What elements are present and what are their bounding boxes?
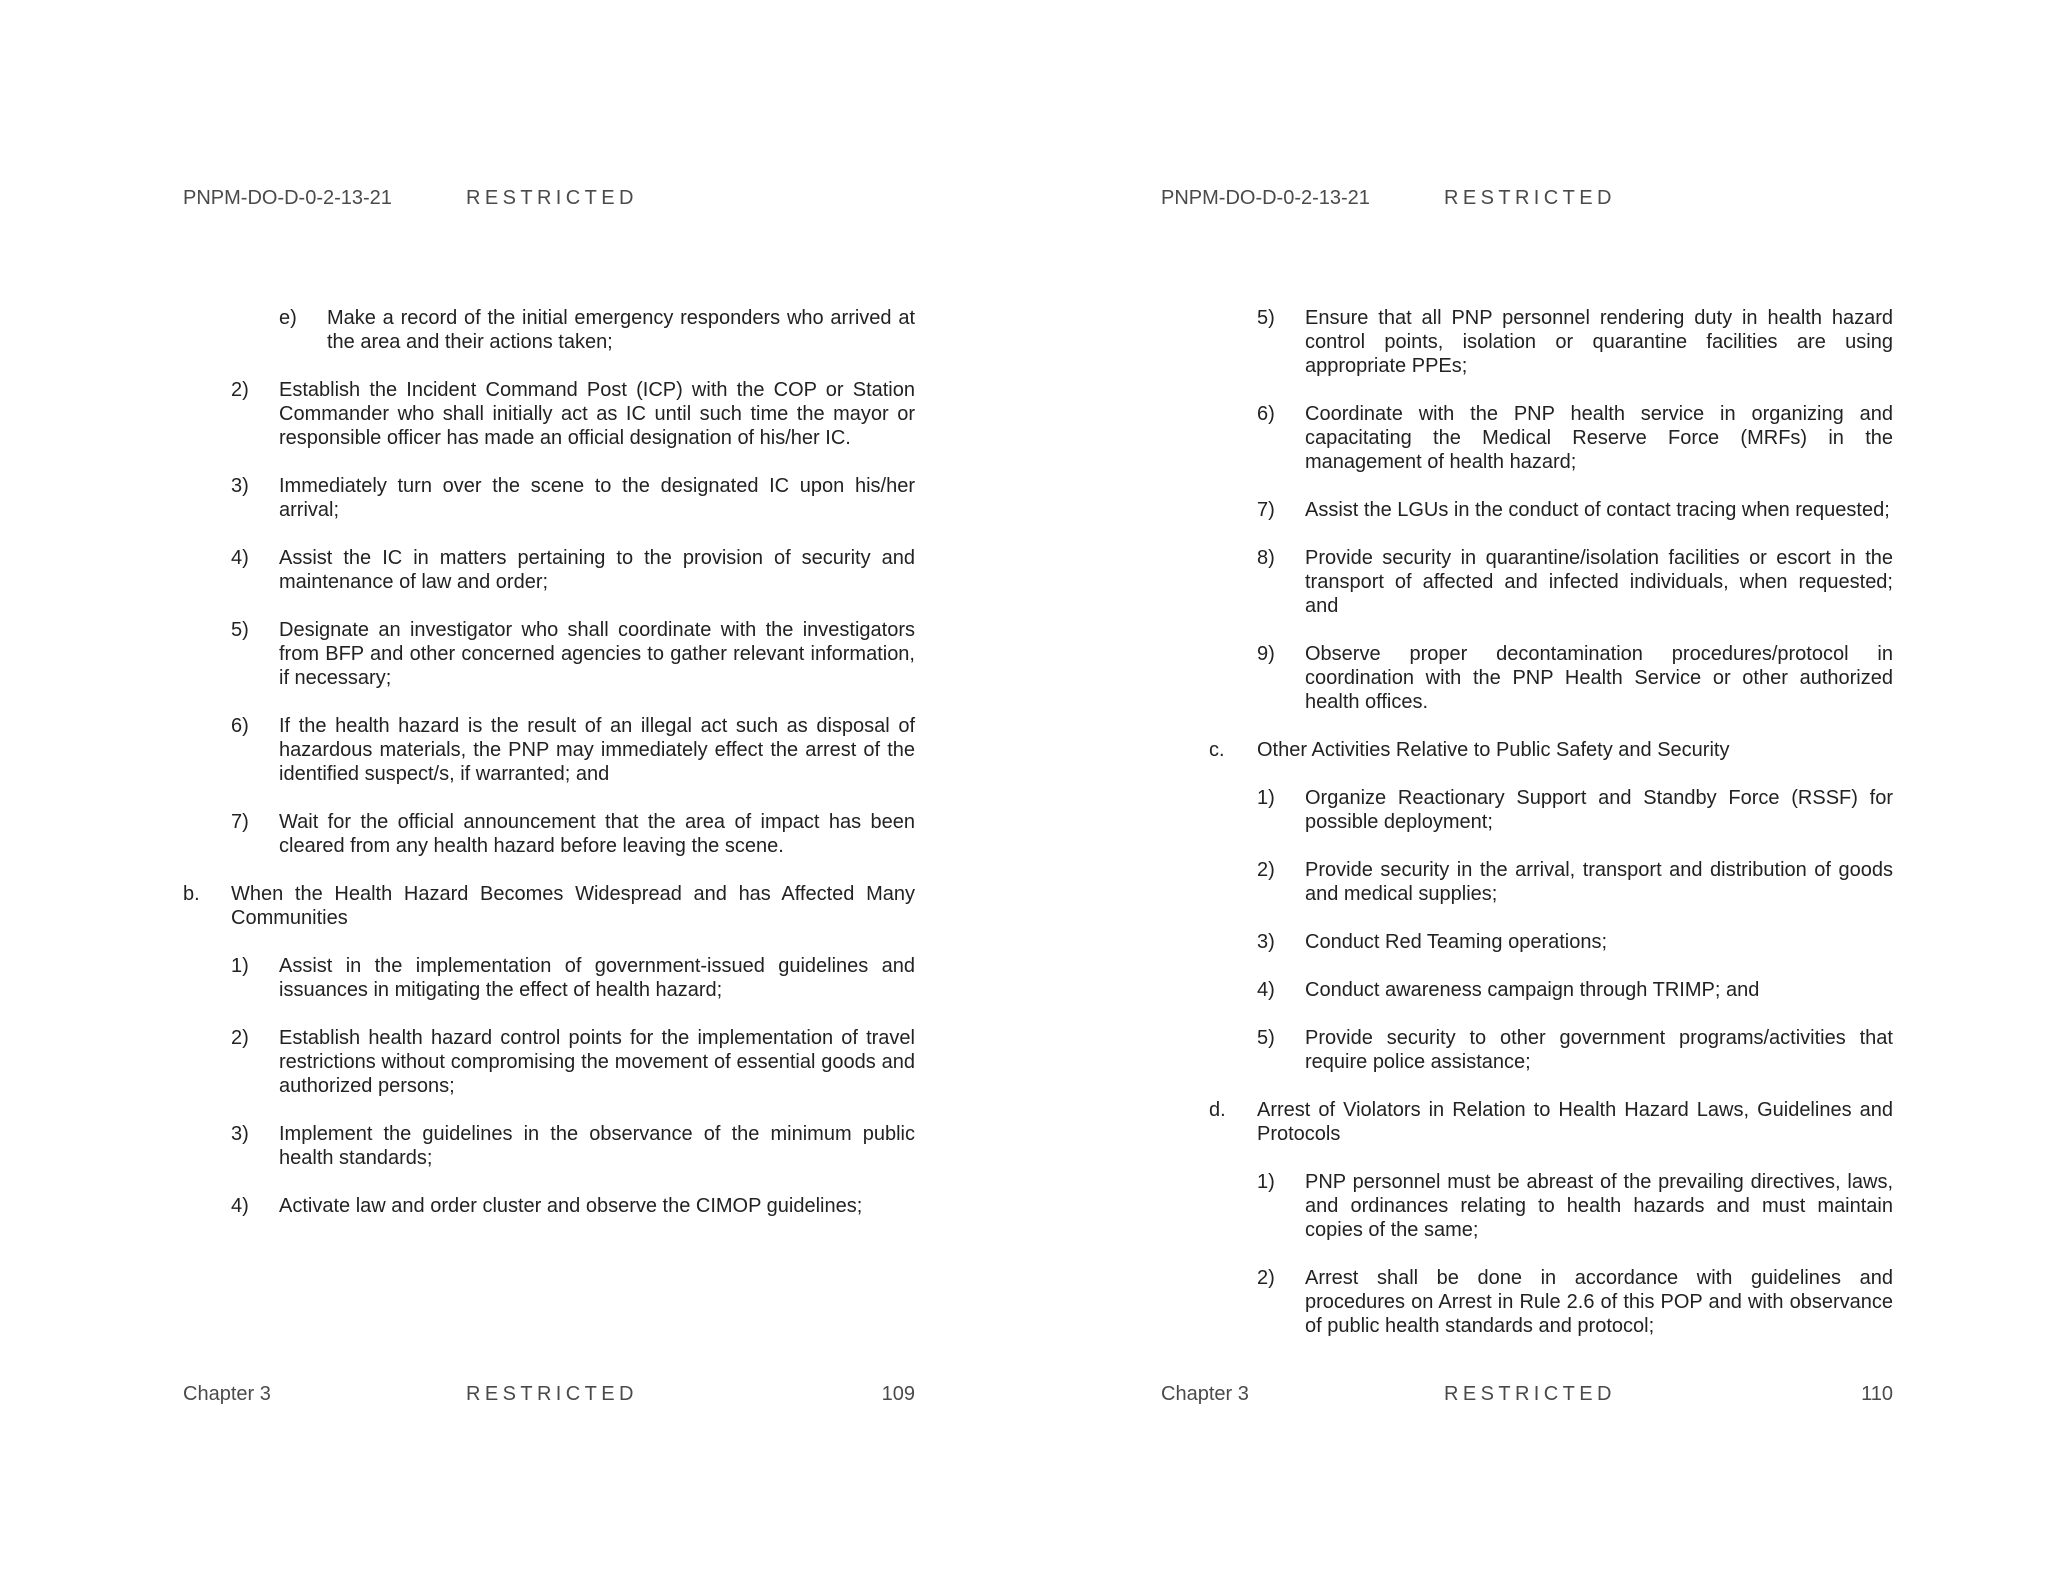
list-item <box>1161 858 1893 906</box>
item-text: Assist in the implementation of government-issued guidelines and issuances in mitigating the effect of health hazard; <box>279 955 915 1001</box>
item-text: Provide security to other government programs/activities that require police assistance; <box>1305 1027 1893 1073</box>
item-text: Arrest shall be done in accordance with guidelines and procedures on Arrest in Rule 2.6 of this POP and with observance of public health standards and protocol; <box>1305 1267 1893 1337</box>
list-item <box>183 1122 915 1170</box>
item-label: 3) <box>231 1123 249 1145</box>
item-text: Wait for the official announcement that the area of impact has been cleared from any health hazard before leaving the scene. <box>279 811 915 857</box>
item-label: 1) <box>1257 787 1275 809</box>
page-content <box>1161 306 1893 1338</box>
list-item <box>1161 546 1893 618</box>
list-item <box>183 546 915 594</box>
item-label: 4) <box>1257 979 1275 1001</box>
item-label: b. <box>183 883 200 905</box>
document-page-right <box>1024 0 2048 1582</box>
item-text: Immediately turn over the scene to the designated IC upon his/her arrival; <box>279 475 915 521</box>
header-doc-id: PNPM-DO-D-0-2-13-21 <box>1161 187 1370 209</box>
list-item <box>1161 978 1893 1002</box>
list-item <box>183 1194 915 1218</box>
item-text: Implement the guidelines in the observance of the minimum public health standards; <box>279 1123 915 1169</box>
item-label: c. <box>1209 739 1225 761</box>
list-item <box>1161 402 1893 474</box>
item-text: Make a record of the initial emergency responders who arrived at the area and their actions taken; <box>327 307 915 353</box>
item-label: 2) <box>231 379 249 401</box>
list-item <box>183 1026 915 1098</box>
item-text: Provide security in quarantine/isolation facilities or escort in the transport of affected and infected individuals, when requested; and <box>1305 547 1893 617</box>
section-heading <box>183 882 915 930</box>
item-text: Provide security in the arrival, transport and distribution of goods and medical supplies; <box>1305 859 1893 905</box>
item-text: Assist the LGUs in the conduct of contact tracing when requested; <box>1305 499 1890 521</box>
item-label: 5) <box>1257 1027 1275 1049</box>
item-label: 6) <box>231 715 249 737</box>
item-text: Observe proper decontamination procedures/protocol in coordination with the PNP Health Service or other authorized health offices. <box>1305 643 1893 713</box>
item-text: Designate an investigator who shall coordinate with the investigators from BFP and other concerned agencies to gather relevant information, if necessary; <box>279 619 915 689</box>
list-item <box>1161 1170 1893 1242</box>
item-text: Ensure that all PNP personnel rendering duty in health hazard control points, isolation or quarantine facilities are using appropriate PPEs; <box>1305 307 1893 377</box>
footer-chapter: Chapter 3 <box>1161 1383 1249 1405</box>
item-text: Conduct awareness campaign through TRIMP; and <box>1305 979 1760 1001</box>
item-label: 5) <box>1257 307 1275 329</box>
list-item <box>183 714 915 786</box>
item-text: Activate law and order cluster and observe the CIMOP guidelines; <box>279 1195 863 1217</box>
header-classification: RESTRICTED <box>1444 187 1616 209</box>
list-item <box>183 378 915 450</box>
item-text: Establish the Incident Command Post (ICP) with the COP or Station Commander who shall initially act as IC until such time the mayor or responsible officer has made an official designation of his/her IC. <box>279 379 915 449</box>
list-item <box>183 618 915 690</box>
item-label: d. <box>1209 1099 1226 1121</box>
list-item <box>1161 1026 1893 1074</box>
item-text: Assist the IC in matters pertaining to the provision of security and maintenance of law and order; <box>279 547 915 593</box>
item-label: 2) <box>1257 859 1275 881</box>
list-item <box>1161 306 1893 378</box>
item-label: 8) <box>1257 547 1275 569</box>
section-heading <box>1161 1098 1893 1146</box>
item-label: 5) <box>231 619 249 641</box>
item-label: 6) <box>1257 403 1275 425</box>
list-item <box>1161 1266 1893 1338</box>
item-text: Arrest of Violators in Relation to Health Hazard Laws, Guidelines and Protocols <box>1257 1099 1893 1145</box>
item-label: 7) <box>1257 499 1275 521</box>
list-item <box>1161 498 1893 522</box>
page-number: 110 <box>1861 1383 1893 1405</box>
item-text: When the Health Hazard Becomes Widespread and has Affected Many Communities <box>231 883 915 929</box>
footer-classification: RESTRICTED <box>1444 1383 1616 1405</box>
item-label: 2) <box>231 1027 249 1049</box>
item-label: 1) <box>1257 1171 1275 1193</box>
item-text: Conduct Red Teaming operations; <box>1305 931 1608 953</box>
item-text: Establish health hazard control points for the implementation of travel restrictions without compromising the movement of essential goods and authorized persons; <box>279 1027 915 1097</box>
item-text: Other Activities Relative to Public Safety and Security <box>1257 739 1730 761</box>
list-item <box>1161 786 1893 834</box>
item-label: 1) <box>231 955 249 977</box>
list-item <box>1161 642 1893 714</box>
item-text: Coordinate with the PNP health service in organizing and capacitating the Medical Reserve Force (MRFs) in the management of health hazard; <box>1305 403 1893 473</box>
page-content <box>183 306 915 1218</box>
item-label: 4) <box>231 547 249 569</box>
item-text: Organize Reactionary Support and Standby Force (RSSF) for possible deployment; <box>1305 787 1893 833</box>
item-label: e) <box>279 307 297 329</box>
list-item <box>183 306 915 354</box>
section-heading <box>1161 738 1893 762</box>
item-label: 7) <box>231 811 249 833</box>
item-label: 4) <box>231 1195 249 1217</box>
page-number: 109 <box>881 1383 915 1405</box>
list-item <box>183 954 915 1002</box>
footer-chapter: Chapter 3 <box>183 1383 271 1405</box>
item-label: 3) <box>1257 931 1275 953</box>
list-item <box>183 474 915 522</box>
header-doc-id: PNPM-DO-D-0-2-13-21 <box>183 187 392 209</box>
header-classification: RESTRICTED <box>466 187 638 209</box>
item-label: 9) <box>1257 643 1275 665</box>
footer-classification: RESTRICTED <box>466 1383 638 1405</box>
item-label: 2) <box>1257 1267 1275 1289</box>
item-label: 3) <box>231 475 249 497</box>
list-item <box>1161 930 1893 954</box>
list-item <box>183 810 915 858</box>
item-text: PNP personnel must be abreast of the prevailing directives, laws, and ordinances relating to health hazards and must maintain copies of the same; <box>1305 1171 1893 1241</box>
item-text: If the health hazard is the result of an illegal act such as disposal of hazardous materials, the PNP may immediately effect the arrest of the identified suspect/s, if warranted; and <box>279 715 915 785</box>
